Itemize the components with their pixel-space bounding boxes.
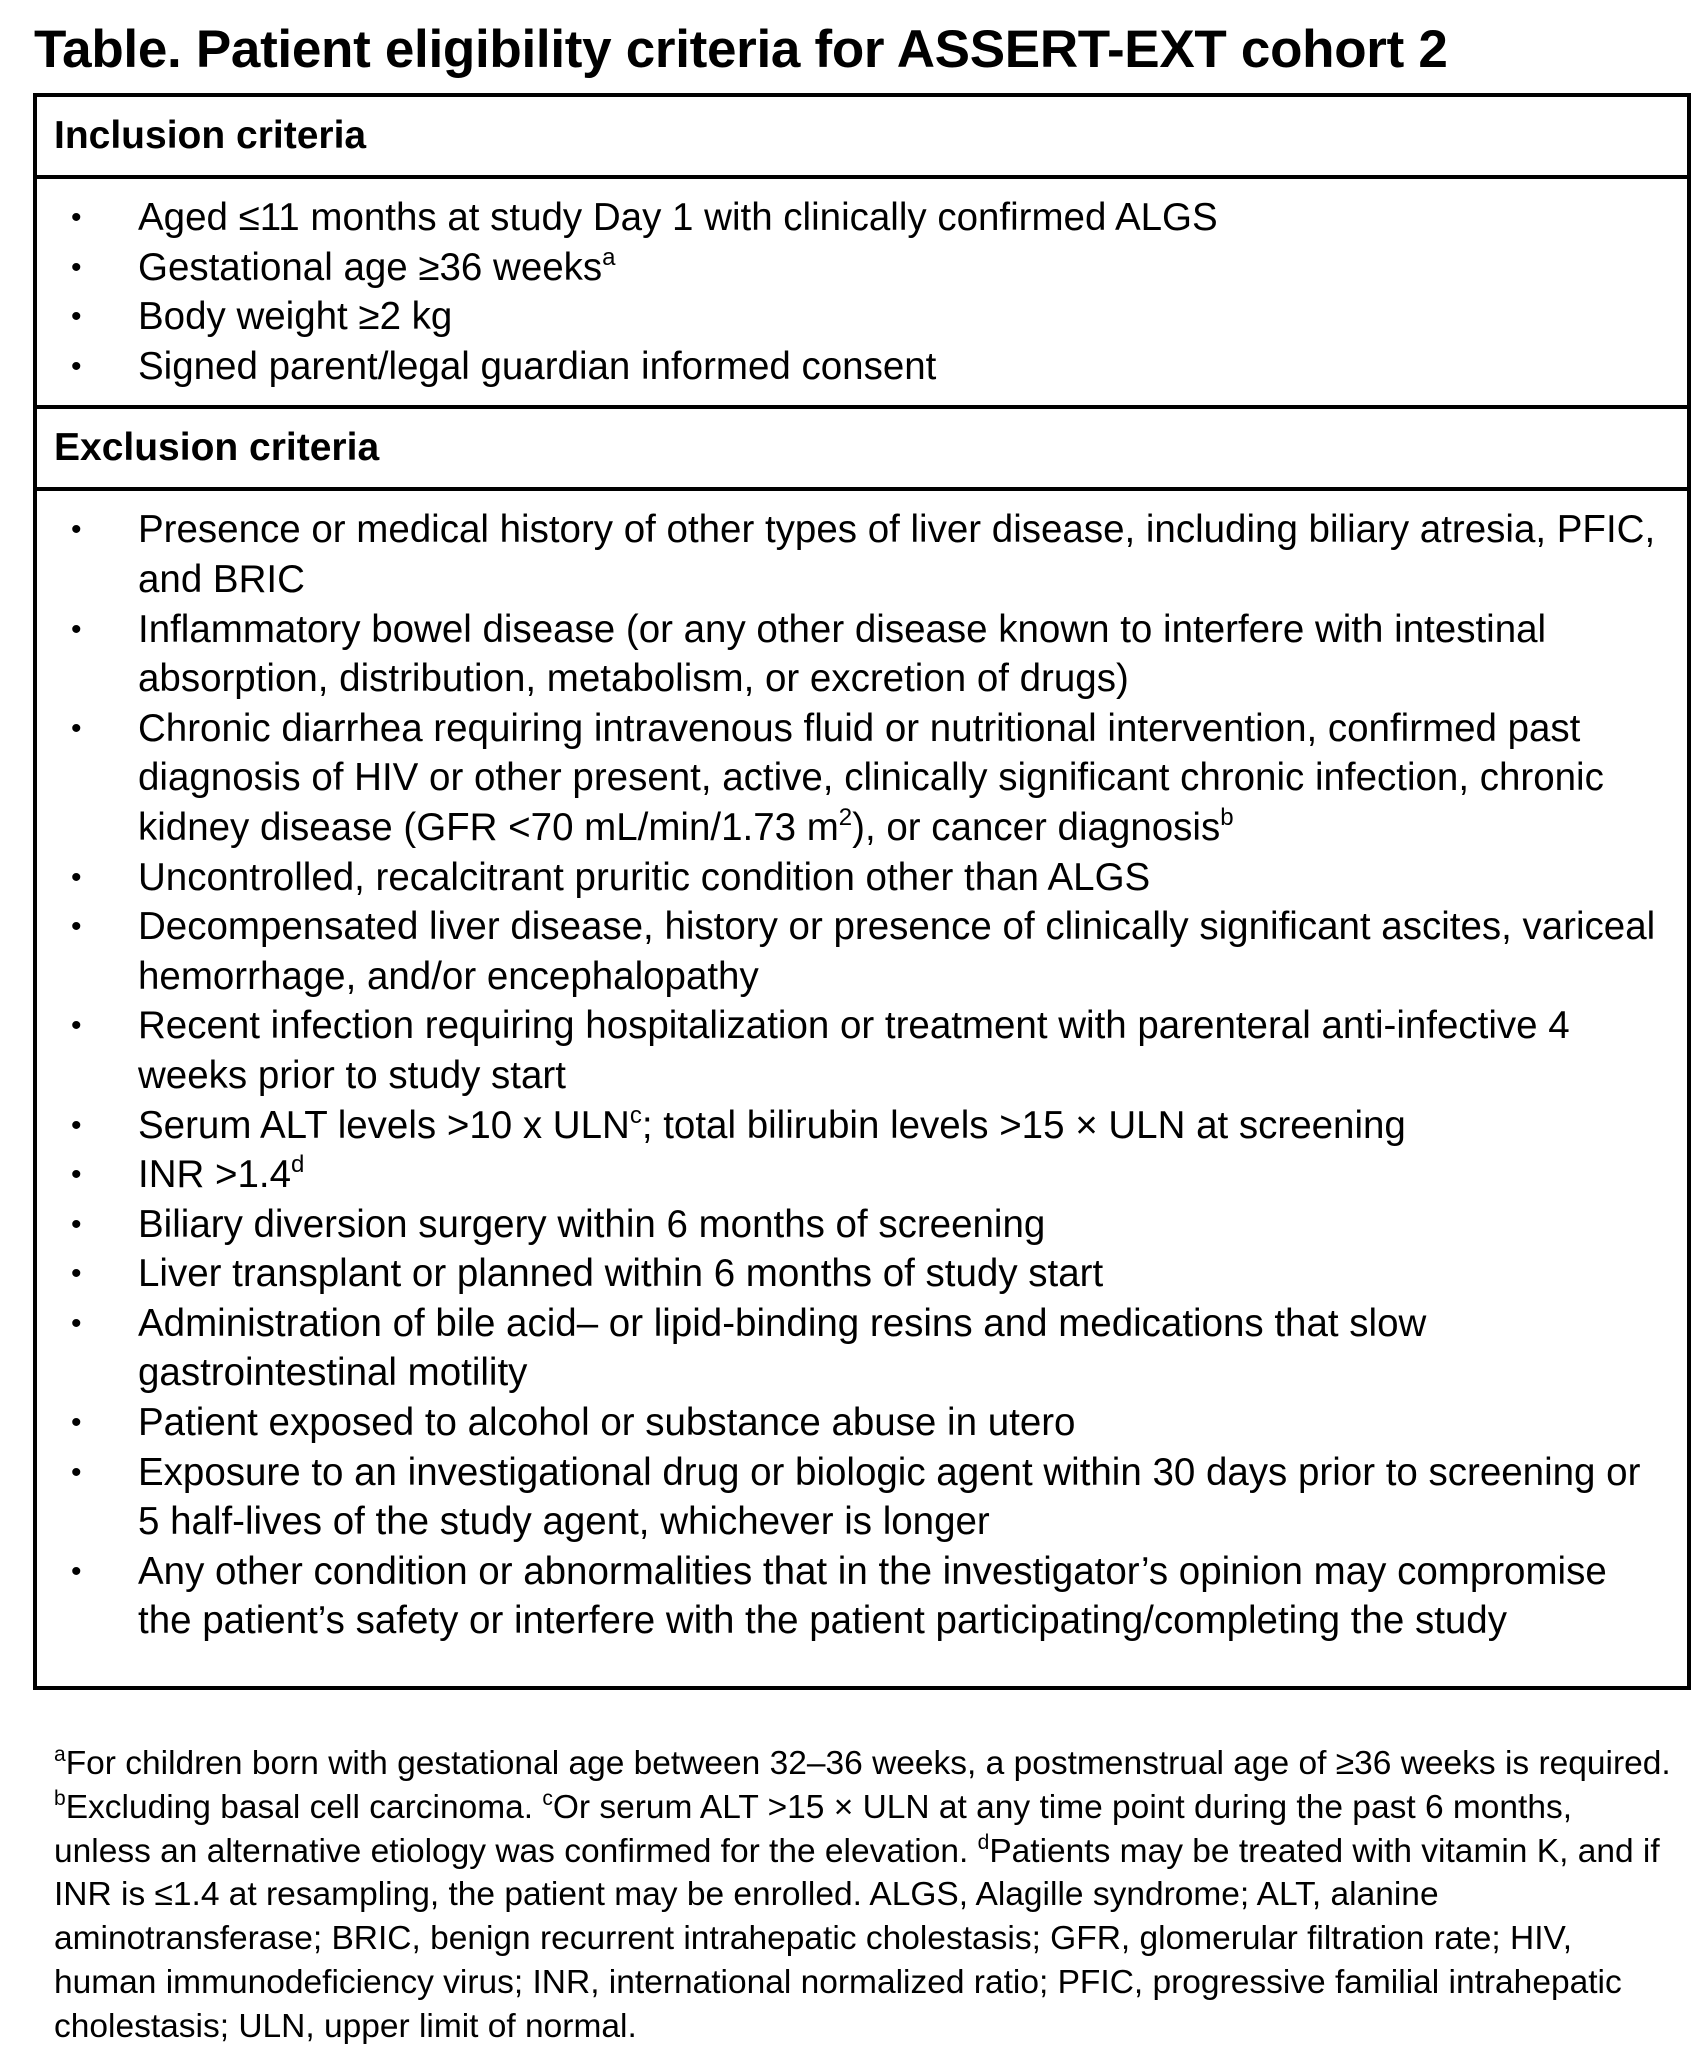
list-item: • Uncontrolled, recalcitrant pruritic condition other than ALGS bbox=[37, 853, 1667, 903]
list-item: • Decompensated liver disease, history or presence of clinically significant ascites, variceal hemorrhage, and/or encephalopathy bbox=[37, 902, 1667, 1001]
bullet-icon: • bbox=[71, 1158, 82, 1192]
exclusion-body bbox=[37, 491, 1687, 1686]
exclusion-header: Exclusion criteria bbox=[37, 409, 1687, 491]
list-item: • INR >1.4$^d$ bbox=[37, 1150, 1667, 1200]
list-item: • Inflammatory bowel disease (or any other disease known to interfere with intestinal absorption, distribution, metabolism, or excretion of drugs) bbox=[37, 605, 1667, 704]
bullet-icon: • bbox=[71, 250, 82, 284]
list-item: • Biliary diversion surgery within 6 months of screening bbox=[37, 1200, 1667, 1250]
bullet-icon: • bbox=[71, 1406, 82, 1440]
list-item: • Patient exposed to alcohol or substance abuse in utero bbox=[37, 1398, 1667, 1448]
list-item: • Exposure to an investigational drug or biologic agent within 30 days prior to screening or 5 half-lives of the study agent, whichever is longer bbox=[37, 1448, 1667, 1547]
list-item: • Aged ≤11 months at study Day 1 with clinically confirmed ALGS bbox=[37, 193, 1667, 243]
footnotes: $^a$For children born with gestational age between 32–36 weeks, a postmenstrual age of ≥36 weeks is required. $^b$Excluding basal cell carcinoma. $^c$Or serum ALT >15 × ULN at any time point during the past 6 months, unless an alternative etiology was confirmed for the elevation. $^d$Patients may be treated with vitamin K, and if INR is ≤1.4 at resampling, the patient may be enrolled. ALGS, Alagille syndrome; ALT, alanine aminotransferase; BRIC, benign recurrent intrahepatic cholestasis; GFR, glomerular filtration rate; HIV, human immunodeficiency virus; INR, international normalized ratio; PFIC, progressive familial intrahepatic cholestasis; ULN, upper limit of normal. bbox=[54, 1743, 1671, 2045]
bullet-icon: • bbox=[71, 1207, 82, 1241]
bullet-icon: • bbox=[71, 910, 82, 944]
bullet-icon: • bbox=[71, 860, 82, 894]
bullet-icon: • bbox=[71, 612, 82, 646]
bullet-icon: • bbox=[71, 1455, 82, 1489]
list-item: • Administration of bile acid– or lipid-binding resins and medications that slow gastrointestinal motility bbox=[37, 1299, 1667, 1398]
footnote-marker: c bbox=[629, 1101, 642, 1129]
table-title: Table. Patient eligibility criteria for ASSERT-EXT cohort 2 bbox=[34, 20, 1448, 79]
bullet-icon: • bbox=[71, 1009, 82, 1043]
list-item: • Body weight ≥2 kg bbox=[37, 292, 1667, 342]
inclusion-header: Inclusion criteria bbox=[37, 97, 1687, 179]
footnote-marker: d bbox=[291, 1151, 305, 1179]
inclusion-list bbox=[37, 193, 1667, 391]
inclusion-body bbox=[37, 179, 1687, 409]
bullet-icon: • bbox=[71, 201, 82, 234]
list-item: • Chronic diarrhea requiring intravenous fluid or nutritional intervention, confirmed past diagnosis of HIV or other present, active, clinically significant chronic infection, chronic kidney disease (GFR <70 mL/min/1.73 $m^2$), or cancer diagnosis$^b$ bbox=[37, 704, 1667, 853]
bullet-icon: • bbox=[71, 1306, 82, 1340]
list-item: • Gestational age ≥36 weeks$^a$ bbox=[37, 243, 1667, 293]
footnote-marker: a bbox=[602, 243, 616, 271]
footnote-marker: b bbox=[1220, 803, 1234, 831]
bullet-icon: • bbox=[71, 1554, 82, 1588]
bullet-icon: • bbox=[71, 349, 82, 383]
eligibility-table bbox=[33, 93, 1691, 1690]
bullet-icon: • bbox=[71, 300, 82, 334]
list-item: • Presence or medical history of other types of liver disease, including biliary atresia, PFIC, and BRIC bbox=[37, 505, 1667, 604]
bullet-icon: • bbox=[71, 1257, 82, 1291]
bullet-icon: • bbox=[71, 1108, 82, 1142]
bullet-icon: • bbox=[71, 513, 82, 547]
exclusion-list bbox=[37, 505, 1667, 1646]
list-item: • Any other condition or abnormalities that in the investigator’s opinion may compromise the patient’s safety or interfere with the patient participating/completing the study bbox=[37, 1547, 1667, 1646]
list-item: • Recent infection requiring hospitalization or treatment with parenteral anti-infective 4 weeks prior to study start bbox=[37, 1001, 1667, 1100]
list-item: • Liver transplant or planned within 6 months of study start bbox=[37, 1249, 1667, 1299]
list-item: • Signed parent/legal guardian informed consent bbox=[37, 342, 1667, 392]
list-item: • Serum ALT levels >10 x ULN$^c$; total bilirubin levels >15 × ULN at screening bbox=[37, 1101, 1667, 1151]
bullet-icon: • bbox=[71, 711, 82, 745]
